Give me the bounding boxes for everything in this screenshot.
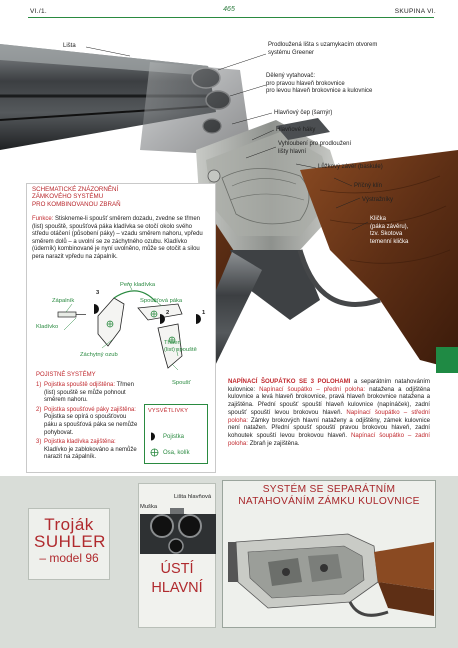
position-rear-label: Napínací šoupátko – zadní poloha: bbox=[228, 431, 430, 447]
schematic-function-text bbox=[32, 216, 210, 262]
callout-hlavove-haky: Hlavňové háky bbox=[276, 127, 316, 133]
list-item bbox=[36, 407, 140, 437]
callout-pricny-klin: Příčný klín bbox=[354, 183, 383, 189]
action-mechanism-illustration bbox=[228, 512, 434, 624]
list-item bbox=[36, 382, 140, 405]
model-line: Troják bbox=[44, 515, 94, 534]
position-middle-text: Zámky brokových hlavní nataženy a odjištěny, zámek kulovnice není natažen. Přední spoušť spouští pravou brokovou hlaveň, zadní kohoutek spouští levou brokovou hlaveň. bbox=[228, 416, 430, 439]
item-text: Třmen (list) spouště se může pohnout směrem nahoru. bbox=[44, 382, 134, 404]
label-zapalnik: Zápalník bbox=[52, 298, 75, 304]
label-pero: Pero kladívka bbox=[120, 282, 156, 288]
position-front-text: natažena a odjištěna kulovnice a levá hlaveň brokovnice, pravá hlaveň brokovnice natažena a zajištěna. Přední spoušť spouští hlaveň kulovnice (napínáček), zadní spoušť spouští levou brokovou hlaveň. bbox=[228, 385, 430, 416]
callout-line: Vyhloubení pro prodloužení bbox=[278, 141, 352, 147]
legend-label: Pojistka bbox=[163, 433, 185, 440]
callout-klicka bbox=[370, 216, 408, 246]
item-number: 1) bbox=[36, 382, 42, 388]
legend-label: Osa, kolík bbox=[163, 449, 190, 456]
callout-hlavovy-cep: Hlavňový čep (šarnýr) bbox=[274, 110, 333, 116]
legend-title: VYSVĚTLIVKY bbox=[148, 408, 189, 414]
label-zachytny-ozub: Záchytný ozub bbox=[80, 352, 118, 358]
label-line: Třmen bbox=[164, 340, 181, 346]
schematic-title-line: SCHEMATICKÉ ZNÁZORNĚNÍ bbox=[32, 186, 119, 193]
callout-line: temenní klička bbox=[370, 238, 409, 245]
callout-line: pro pravou hlaveň brokovnice bbox=[266, 80, 345, 87]
page-number: 465 bbox=[223, 6, 235, 13]
label-spoust: Spoušť bbox=[172, 380, 191, 386]
label-num1: 1 bbox=[202, 310, 206, 316]
item-number: 3) bbox=[36, 439, 42, 446]
separate-system-title bbox=[222, 484, 436, 507]
label-num2: 2 bbox=[166, 310, 170, 316]
model-line: – model 96 bbox=[39, 551, 99, 565]
item-body bbox=[44, 439, 140, 462]
muzzle-title bbox=[146, 560, 208, 598]
schematic-title bbox=[32, 186, 121, 208]
item-number: 2) bbox=[36, 406, 42, 413]
item-title: Pojistka kladívka zajištěna: bbox=[44, 439, 116, 446]
callout-vyhloubeni bbox=[278, 141, 351, 156]
label-line: (list) spouště bbox=[164, 347, 197, 353]
callout-line: systému Greener bbox=[268, 49, 315, 56]
item-body bbox=[44, 407, 140, 437]
lead-title: NAPÍNACÍ ŠOUPÁTKO SE 3 POLOHAMI bbox=[228, 378, 351, 385]
label-trmen bbox=[164, 340, 197, 354]
half-circle-icon bbox=[150, 432, 159, 441]
header-section-right: SKUPINA VI. bbox=[394, 8, 436, 15]
model-title bbox=[34, 516, 104, 567]
lead-text: a separátním natahováním kulovnice: bbox=[228, 378, 430, 393]
callout-line: Dělený vytahovač: bbox=[266, 73, 316, 79]
muzzle-title-line: HLAVNÍ bbox=[151, 580, 203, 596]
crosshair-icon bbox=[150, 448, 159, 457]
section-tab bbox=[436, 347, 458, 373]
tension-slider-description bbox=[228, 378, 430, 447]
callout-vystraznik: Výstražníky bbox=[362, 197, 394, 203]
callout-line: pro levou hlaveň brokovnice a kulovnice bbox=[266, 88, 373, 94]
schematic-title-line: ZÁMKOVÉHO SYSTÉMU bbox=[32, 193, 104, 201]
safety-systems-list bbox=[36, 382, 140, 464]
header-section-left: VI./1. bbox=[30, 8, 47, 15]
callout-luzkovy-zaver: Lůžkový závěr (baskule) bbox=[318, 164, 383, 170]
item-body bbox=[44, 382, 140, 405]
callout-line: tzv. Skotova bbox=[370, 231, 403, 237]
callout-lista: Lišta bbox=[63, 43, 76, 49]
label-muska: Muška bbox=[140, 504, 158, 510]
label-lista-hlavnova: Lišta hlavňová bbox=[174, 494, 212, 500]
schematic-title-line: PRO KOMBINOVANOU ZBRAŇ bbox=[32, 200, 121, 208]
label-kladivko: Kladívko bbox=[36, 324, 59, 330]
callout-line: Prodloužená lišta s uzamykacím otvorem bbox=[268, 42, 378, 48]
safety-systems-title: POJISTNÉ SYSTÉMY bbox=[36, 372, 96, 378]
position-middle-label: Napínací šoupátko – střední poloha: bbox=[228, 408, 430, 424]
muzzle-illustration bbox=[140, 508, 216, 558]
model-line: SUHLER bbox=[34, 532, 106, 551]
position-front-label: Napínací šoupátko – přední poloha: bbox=[259, 385, 366, 393]
function-label: Funkce: bbox=[32, 216, 54, 222]
callout-line: (páka závěru), bbox=[370, 223, 409, 230]
position-rear-text: Zbraň je zajištěna. bbox=[248, 439, 300, 447]
callout-prodlouzena-lista bbox=[268, 42, 377, 57]
callout-line: Klička bbox=[370, 216, 387, 222]
item-text: Pojistka se opírá o spoušťovou páku a spoušťová páka se nemůže pohybovat. bbox=[44, 414, 138, 436]
legend-item bbox=[150, 448, 190, 457]
item-title: Pojistka spoušťové páky zajištěna: bbox=[44, 406, 136, 413]
label-spoustova-paka: Spoušťová páka bbox=[140, 298, 183, 304]
system-title-line: SYSTÉM SE SEPARÁTNÍM bbox=[262, 484, 396, 495]
callout-line: lišty hlavní bbox=[278, 148, 307, 155]
label-num3: 3 bbox=[96, 290, 100, 296]
item-text: Kladívko je zablokováno a nemůže narazit na zápalník. bbox=[44, 446, 137, 461]
item-title: Pojistka spouště odjištěna: bbox=[44, 382, 116, 388]
muzzle-title-line: ÚSTÍ bbox=[160, 561, 194, 577]
legend-item bbox=[150, 432, 184, 441]
function-body: Stiskneme-li spoušť směrem dozadu, zvedne se třmen (list) spouště, spoušťová páka kladívka se otočí okolo svého středu otáčení (působení páky) – vzadu směrem nahoru, vpředu směrem dolů – a uvolní se ze záchytného ozubu. Kladívko (úderník) kombinované je nyní uvolněno, může se otočit a silou pera narazit vpředu na zápalník. bbox=[32, 216, 203, 260]
callout-deleny-vytahovac bbox=[266, 73, 372, 96]
system-title-line: NATAHOVÁNÍM ZÁMKU KULOVNICE bbox=[238, 495, 420, 507]
list-item bbox=[36, 439, 140, 462]
